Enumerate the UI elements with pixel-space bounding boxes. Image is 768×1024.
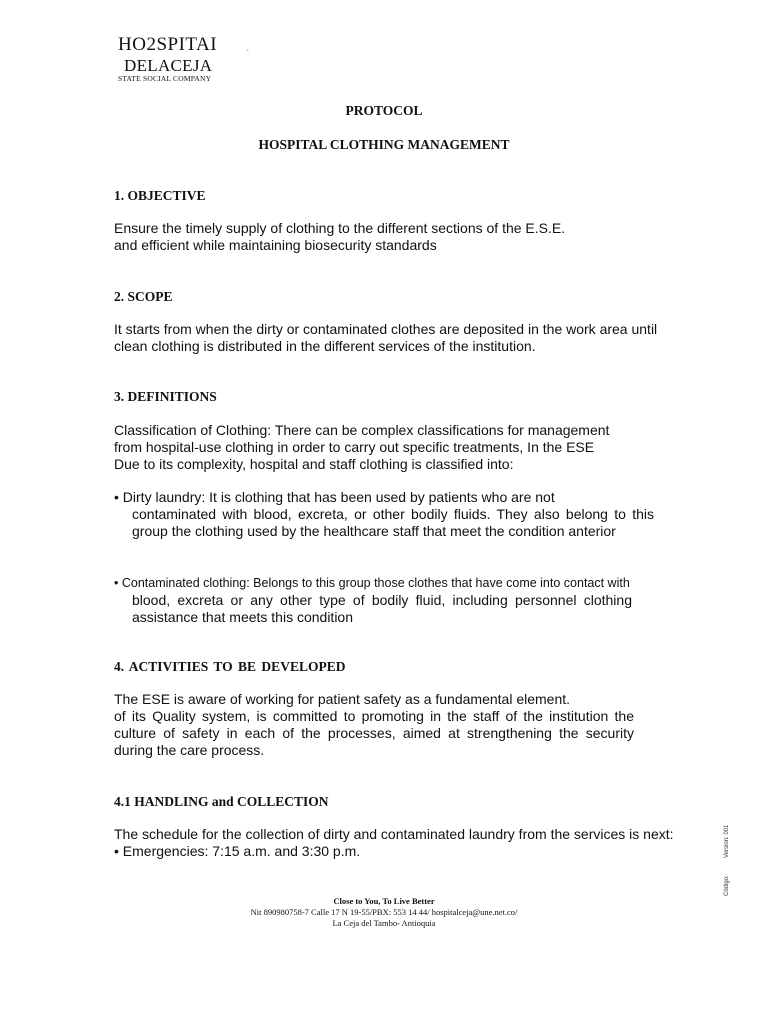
scope-line-1: It starts from when the dirty or contaminated clothes are deposited in the work area until: [114, 321, 658, 337]
logo-line-2: DELACEJA: [124, 56, 213, 75]
section-heading-scope: 2. SCOPE: [114, 289, 173, 304]
scope-text: [114, 321, 706, 355]
handling-schedule: The schedule for the collection of dirty and contaminated laundry from the services is next:: [114, 826, 674, 842]
activities-text: [114, 691, 634, 759]
logo-mark-icon: ˴: [246, 44, 250, 55]
logo-line-3: STATE SOCIAL COMPANY: [118, 74, 212, 83]
scope-line-2: clean clothing is distributed in the different services of the institution.: [114, 338, 536, 354]
side-version-label: Version: 001: [724, 824, 730, 858]
logo-line-1: HO2SPITAI: [118, 34, 218, 55]
bullet-contaminated-rest: blood, excreta or any other type of bodily fluid, including personnel clothing assistance that meets this condition: [132, 592, 632, 625]
footer-slogan: Close to You, To Live Better: [333, 896, 435, 906]
document-title: PROTOCOL: [345, 103, 423, 118]
side-code-label: Código:: [724, 875, 730, 896]
bullet-contaminated-clothing: [114, 575, 684, 626]
section-heading-activities: 4. ACTIVITIES TO BE DEVELOPED: [114, 659, 346, 674]
footer: [0, 896, 768, 929]
section-heading-objective: 1. OBJECTIVE: [114, 188, 206, 203]
definitions-line-1: Classification of Clothing: There can be complex classifications for management: [114, 422, 610, 438]
handling-text: [114, 826, 704, 860]
activities-line-1: The ESE is aware of working for patient safety as a fundamental element.: [114, 691, 571, 707]
bullet-dirty-laundry: [114, 489, 654, 540]
bullet-contaminated-first: • Contaminated clothing: Belongs to this group those clothes that have come into contact with: [114, 576, 630, 590]
footer-city: La Ceja del Tambo- Antioquia: [332, 918, 436, 928]
objective-line-1: Ensure the timely supply of clothing to the different sections of the E.S.E.: [114, 220, 566, 236]
handling-bullet-emergencies: • Emergencies: 7:15 a.m. and 3:30 p.m.: [114, 843, 361, 859]
bullet-dirty-laundry-rest: contaminated with blood, excreta, or other bodily fluids. They also belong to this group the clothing used by the healthcare staff that meet the condition anterior: [132, 506, 654, 539]
activities-rest: of its Quality system, is committed to promoting in the staff of the institution the culture of safety in each of the processes, aimed at strengthening the security during the care process.: [114, 708, 634, 758]
section-heading-definitions: 3. DEFINITIONS: [114, 389, 217, 404]
definitions-line-3: Due to its complexity, hospital and staff clothing is classified into:: [114, 456, 514, 472]
definitions-line-2: from hospital-use clothing in order to carry out specific treatments, In the ESE: [114, 439, 595, 455]
definitions-text: [114, 422, 706, 473]
document-subtitle: HOSPITAL CLOTHING MANAGEMENT: [258, 137, 510, 152]
section-heading-handling: 4.1 HANDLING and COLLECTION: [114, 794, 329, 809]
footer-address: Nit 890980758-7 Calle 17 N 19-55/PBX: 553 14 44/ hospitalceja@une.net.co/: [250, 907, 518, 917]
objective-text: [114, 220, 706, 254]
objective-line-2: and efficient while maintaining biosecurity standards: [114, 237, 437, 253]
bullet-dirty-laundry-first: • Dirty laundry: It is clothing that has been used by patients who are not: [114, 489, 555, 505]
